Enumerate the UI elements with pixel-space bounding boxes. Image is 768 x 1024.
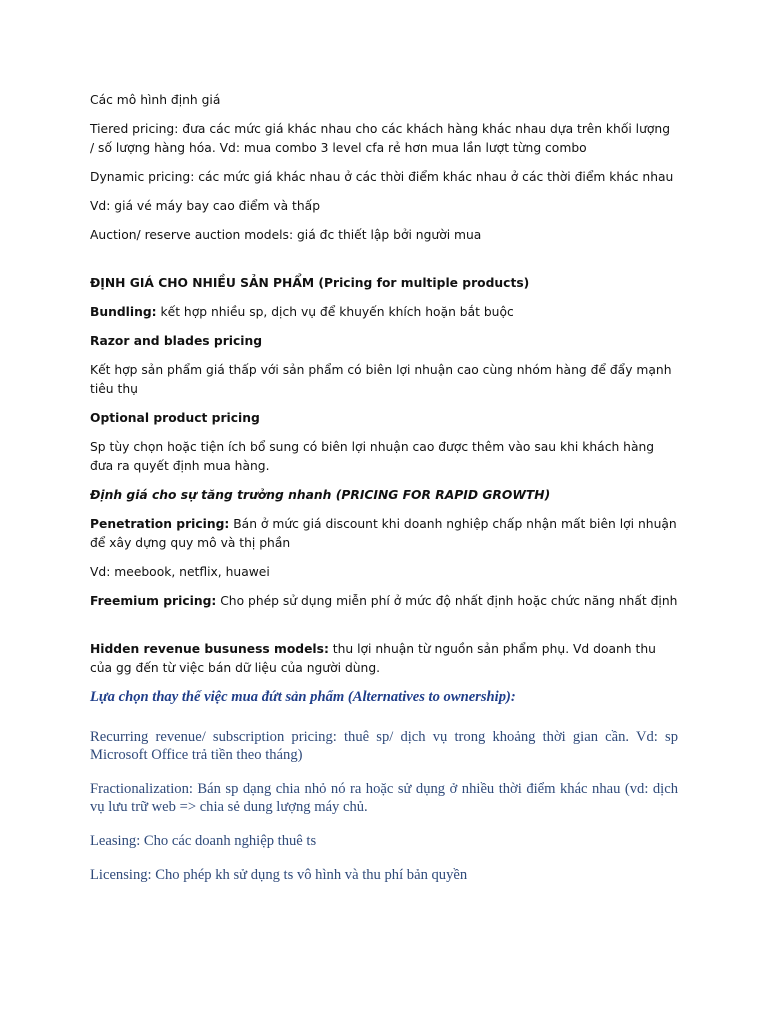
recurring-revenue-paragraph: Recurring revenue/ subscription pricing: thuê sp/ dịch vụ trong khoảng thời gian cần. Vd: sp Microsoft Office trả tiền theo tháng) bbox=[90, 729, 678, 763]
razor-heading-text: Razor and blades pricing bbox=[90, 334, 263, 348]
section-title: Các mô hình định giá bbox=[90, 93, 221, 107]
hidden-revenue-text: thu lợi nhuận từ nguồn sản phẩm phụ. Vd doanh thu của gg đến từ việc bán dữ liệu của người dùng. bbox=[90, 642, 656, 675]
alternatives-section bbox=[90, 688, 678, 884]
penetration-paragraph bbox=[90, 515, 678, 553]
dynamic-pricing-paragraph: Dynamic pricing: các mức giá khác nhau ở các thời điểm khác nhau ở các thời điểm khác nhau bbox=[90, 170, 674, 184]
freemium-text: Cho phép sử dụng miễn phí ở mức độ nhất định hoặc chức năng nhất định bbox=[216, 594, 678, 608]
multi-product-heading-text: ĐỊNH GIÁ CHO NHIỀU SẢN PHẨM (Pricing for multiple products) bbox=[90, 276, 530, 290]
optional-heading bbox=[90, 409, 678, 428]
freemium-label: Freemium pricing: bbox=[90, 594, 217, 608]
document-body bbox=[90, 91, 678, 900]
hidden-revenue-paragraph bbox=[90, 640, 678, 678]
rapid-growth-heading: Định giá cho sự tăng trưởng nhanh (PRICING FOR RAPID GROWTH) bbox=[90, 488, 551, 502]
multi-product-heading bbox=[90, 274, 678, 293]
spacer bbox=[90, 621, 678, 640]
hidden-revenue-label: Hidden revenue busuness models: bbox=[90, 642, 329, 656]
penetration-label: Penetration pricing: bbox=[90, 517, 230, 531]
dynamic-pricing-example: Vd: giá vé máy bay cao điểm và thấp bbox=[90, 199, 320, 213]
licensing-paragraph: Licensing: Cho phép kh sử dụng ts vô hình và thu phí bản quyền bbox=[90, 867, 468, 883]
fractionalization-paragraph: Fractionalization: Bán sp dạng chia nhỏ nó ra hoặc sử dụng ở nhiều thời điểm khác nhau (vd: dịch vụ lưu trữ web => chia sẻ dung lượng máy chủ. bbox=[90, 781, 678, 815]
penetration-example: Vd: meebook, netflix, huawei bbox=[90, 565, 270, 579]
bundling-text: kết hợp nhiều sp, dịch vụ để khuyến khích hoặn bắt buộc bbox=[156, 305, 514, 319]
spacer bbox=[90, 255, 678, 274]
penetration-text: Bán ở mức giá discount khi doanh nghiệp chấp nhận mất biên lợi nhuận để xây dựng quy mô và thị phần bbox=[90, 517, 677, 550]
tiered-pricing-paragraph: Tiered pricing: đưa các mức giá khác nhau cho các khách hàng khác nhau dựa trên khối lượng / số lượng hàng hóa. Vd: mua combo 3 level cfa rẻ hơn mua lần lượt từng combo bbox=[90, 122, 671, 155]
optional-heading-text: Optional product pricing bbox=[90, 411, 260, 425]
razor-paragraph: Kết hợp sản phẩm giá thấp với sản phẩm có biên lợi nhuận cao cùng nhóm hàng để đẩy mạnh tiêu thụ bbox=[90, 363, 672, 396]
freemium-paragraph bbox=[90, 592, 678, 611]
leasing-paragraph: Leasing: Cho các doanh nghiệp thuê ts bbox=[90, 833, 317, 849]
optional-paragraph: Sp tùy chọn hoặc tiện ích bổ sung có biên lợi nhuận cao được thêm vào sau khi khách hàng đưa ra quyết định mua hàng. bbox=[90, 440, 655, 473]
auction-paragraph: Auction/ reserve auction models: giá đc thiết lập bởi người mua bbox=[90, 228, 482, 242]
alternatives-heading: Lựa chọn thay thế việc mua đứt sản phẩm (Alternatives to ownership): bbox=[90, 689, 516, 705]
razor-heading bbox=[90, 332, 678, 351]
bundling-label: Bundling: bbox=[90, 305, 157, 319]
bundling-paragraph bbox=[90, 303, 678, 322]
